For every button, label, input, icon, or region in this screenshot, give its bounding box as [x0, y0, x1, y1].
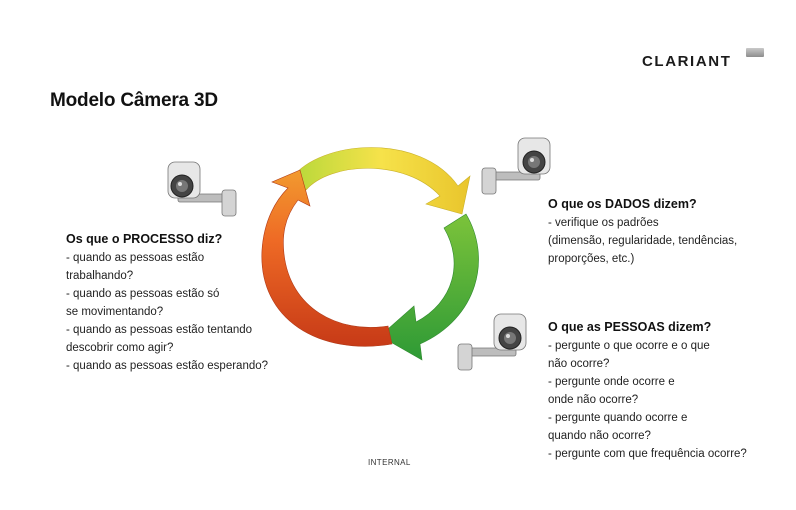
page-title: Modelo Câmera 3D: [50, 90, 218, 111]
people-line: - pergunte onde ocorre e: [548, 376, 675, 388]
camera-icon: [162, 158, 242, 223]
data-line: (dimensão, regularidade, tendências,: [548, 235, 738, 247]
process-heading: Os que o PROCESSO diz?: [66, 232, 223, 246]
people-line: - pergunte quando ocorre e: [548, 412, 688, 424]
data-heading: O que os DADOS dizem?: [548, 197, 697, 211]
people-line: onde não ocorre?: [548, 394, 639, 406]
process-line: - quando as pessoas estão: [66, 252, 205, 264]
camera-icon: [454, 312, 534, 377]
people-line: quando não ocorre?: [548, 430, 651, 442]
people-line: não ocorre?: [548, 358, 610, 370]
process-line: descobrir como agir?: [66, 342, 174, 354]
process-line: se movimentando?: [66, 306, 164, 318]
cycle-arrow-yellow: [292, 148, 470, 215]
process-line: trabalhando?: [66, 270, 134, 282]
people-heading: O que as PESSOAS dizem?: [548, 320, 712, 334]
cycle-arrow-orange: [262, 170, 392, 346]
logo-text: CLARIANT: [642, 53, 732, 70]
process-block: [66, 230, 268, 375]
camera-icon: [478, 134, 558, 199]
data-line: - verifique os padrões: [548, 217, 659, 229]
people-block: [548, 318, 747, 463]
process-line: - quando as pessoas estão tentando: [66, 324, 253, 336]
people-line: - pergunte com que frequência ocorre?: [548, 448, 747, 460]
data-block: [548, 195, 737, 268]
process-line: - quando as pessoas estão só: [66, 288, 220, 300]
data-line: proporções, etc.): [548, 253, 635, 265]
people-line: - pergunte o que ocorre e o que: [548, 340, 710, 352]
process-line: - quando as pessoas estão esperando?: [66, 360, 269, 372]
internal-label: INTERNAL: [368, 458, 411, 467]
